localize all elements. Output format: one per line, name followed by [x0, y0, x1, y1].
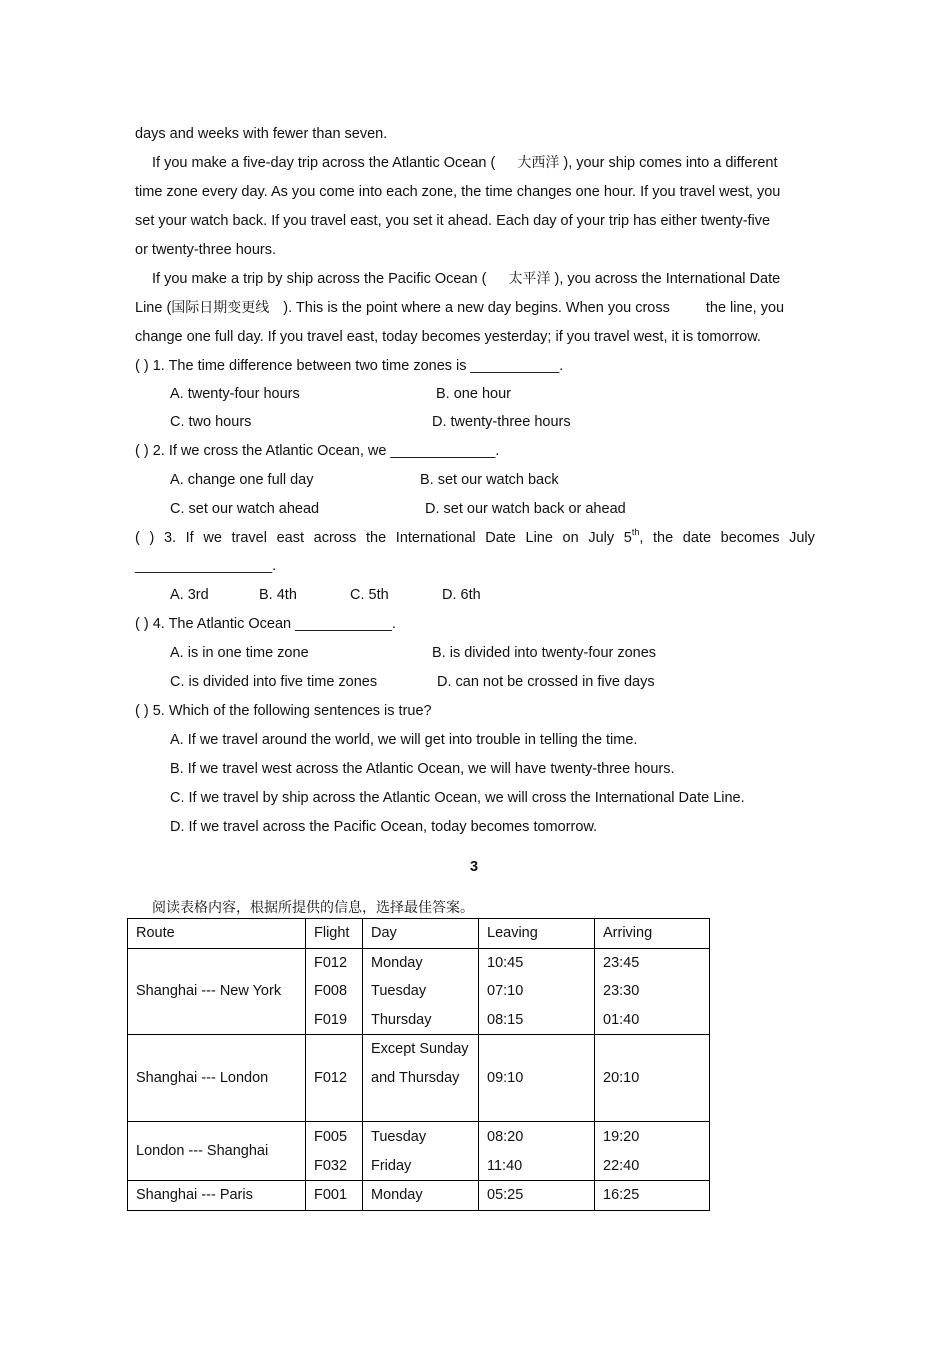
day-cell: Except Sunday and Thursday — [363, 1035, 479, 1122]
passage-line: set your watch back. If you travel east, you set it ahead. Each day of your trip has either twenty-five — [135, 213, 771, 229]
option: C. is divided into five time zones — [170, 674, 378, 690]
leaving-cell: 05:25 — [479, 1181, 595, 1211]
passage-line: Line (国际日期变更线 ). This is the point where a new day begins. When you cross the line, you — [135, 300, 785, 316]
table-row — [128, 1181, 710, 1211]
passage-line: If you make a five-day trip across the Atlantic Ocean ( 大西洋 ), your ship comes into a different — [152, 155, 778, 171]
arriving-cell: 20:10 — [595, 1035, 710, 1122]
question-2-stem: ( ) 2. If we cross the Atlantic Ocean, we _____________. — [135, 443, 500, 459]
day-cell: Monday — [363, 1181, 479, 1211]
table-row — [128, 1035, 710, 1122]
table-header-row — [128, 919, 710, 949]
leaving-cell: 09:10 — [479, 1035, 595, 1122]
header-cell: Day — [363, 919, 479, 949]
route-cell: Shanghai --- London — [128, 1035, 306, 1122]
section-instruction: 阅读表格内容，根据所提供的信息，选择最佳答案。 — [152, 900, 474, 916]
option: C. two hours — [170, 414, 252, 430]
passage-line: change one full day. If you travel east, today becomes yesterday; if you travel west, it is tomorrow. — [135, 329, 761, 345]
option: D. can not be crossed in five days — [437, 674, 655, 690]
arriving-cell: 23:45 23:30 01:40 — [595, 948, 710, 1035]
option: C. set our watch ahead — [170, 501, 320, 517]
option: B. If we travel west across the Atlantic Ocean, we will have twenty-three hours. — [170, 761, 675, 777]
option: D. 6th — [442, 587, 481, 603]
arriving-cell: 19:20 22:40 — [595, 1122, 710, 1181]
flight-cell: F012 — [306, 1035, 363, 1122]
option: D. If we travel across the Pacific Ocean, today becomes tomorrow. — [170, 819, 598, 835]
header-cell: Flight — [306, 919, 363, 949]
option: A. twenty-four hours — [170, 386, 300, 402]
flight-schedule-table — [127, 918, 710, 1211]
flight-cell: F012 F008 F019 — [306, 948, 363, 1035]
question-3-stem: ( ) 3. If we travel east across the International Date Line on July 5th, the date becomes July — [135, 527, 815, 546]
flight-cell: F005 F032 — [306, 1122, 363, 1181]
option: A. is in one time zone — [170, 645, 309, 661]
passage-line: time zone every day. As you come into each zone, the time changes one hour. If you travel west, you — [135, 184, 781, 200]
leaving-cell: 08:20 11:40 — [479, 1122, 595, 1181]
header-cell: Leaving — [479, 919, 595, 949]
day-cell: Monday Tuesday Thursday — [363, 948, 479, 1035]
route-cell: Shanghai --- New York — [128, 948, 306, 1035]
flight-cell: F001 — [306, 1181, 363, 1211]
option: D. twenty-three hours — [432, 414, 571, 430]
atlantic-cn: 大西洋 — [517, 155, 560, 171]
pacific-cn: 太平洋 — [508, 271, 551, 287]
section-number: 3 — [470, 859, 479, 875]
arriving-cell: 16:25 — [595, 1181, 710, 1211]
idl-cn: 国际日期变更线 — [171, 300, 270, 316]
option: B. is divided into twenty-four zones — [432, 645, 657, 661]
option: A. change one full day — [170, 472, 314, 488]
option: B. set our watch back — [420, 472, 559, 488]
passage-line: days and weeks with fewer than seven. — [135, 126, 388, 142]
route-cell: Shanghai --- Paris — [128, 1181, 306, 1211]
leaving-cell: 10:45 07:10 08:15 — [479, 948, 595, 1035]
passage-line: or twenty-three hours. — [135, 242, 277, 258]
header-cell: Arriving — [595, 919, 710, 949]
option: B. 4th — [259, 587, 297, 603]
option: C. 5th — [350, 587, 389, 603]
route-cell: London --- Shanghai — [128, 1122, 306, 1181]
option: A. 3rd — [170, 587, 209, 603]
option: C. If we travel by ship across the Atlantic Ocean, we will cross the International Date Line. — [170, 790, 745, 806]
question-1-stem: ( ) 1. The time difference between two time zones is ___________. — [135, 358, 564, 374]
passage-line: If you make a trip by ship across the Pacific Ocean ( 太平洋 ), you across the International Date — [152, 271, 781, 287]
option: A. If we travel around the world, we will get into trouble in telling the time. — [170, 732, 638, 748]
header-cell: Route — [128, 919, 306, 949]
option: B. one hour — [436, 386, 511, 402]
table-row — [128, 1122, 710, 1181]
option: D. set our watch back or ahead — [425, 501, 626, 517]
day-cell: Tuesday Friday — [363, 1122, 479, 1181]
question-5-stem: ( ) 5. Which of the following sentences is true? — [135, 703, 432, 719]
question-4-stem: ( ) 4. The Atlantic Ocean ____________. — [135, 616, 396, 632]
question-3-blank: _________________. — [135, 558, 277, 574]
table-row — [128, 948, 710, 1035]
